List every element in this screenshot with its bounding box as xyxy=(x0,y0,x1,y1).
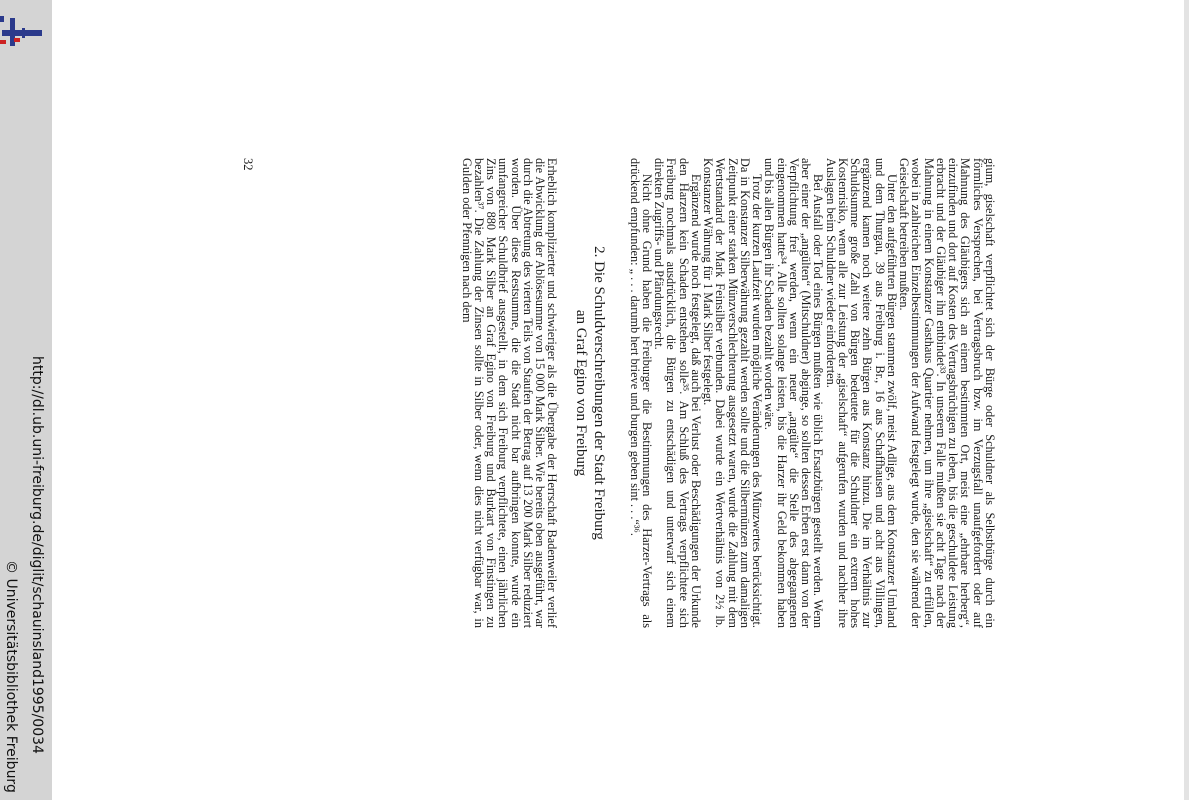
paragraph: Trotz der kurzen Laufzeit wurden mögliche Veränderungen des Münzwertes berücksichtigt. Da in Konstanzer Silberwährung gezahlt werden sollte und die Silbermünzen zum damaligen Zeitpunkt einer starken Münzverschlechterung ausgesetzt waren, wurde die Zahlung mit dem Wertstandard der Mark Feinsilber verbunden. Dabei wurde ein Wertverhältnis von 2½ lb. Konstanzer Währung für 1 Mark Silber festgelegt. xyxy=(701,158,765,628)
paragraph: Unter den aufgeführten Bürgen stammen zwölf, meist Adlige, aus dem Konstanzer Umland und dem Thurgau, 39 aus Freiburg i. Br., 16 aus Schaffhausen und acht aus Villingen, ergänzend kamen noch weitere zehn Bürgen aus Konstanz hinzu. Die im Verhältnis zur Schuldsumme große Zahl von Bürgen bedeutete für die Schuldner ein extrem hohes Kostenrisiko, wenn alle zur Leistung der „giselschaft“ aufgerufen wurden und nachher ihre Auslagen beim Schuldner wieder einforderten. xyxy=(823,158,899,628)
document-url[interactable]: http://dl.ub.uni-freiburg.de/diglit/schauinsland1995/0034 xyxy=(29,356,45,754)
section-heading xyxy=(573,158,609,628)
paragraph: Erheblich komplizierter und schwieriger als die Übergabe der Herrschaft Badenweiler verlief die Abwicklung der Ablösesumme von 15 000 Mark Silber. Wie bereits oben ausgeführt, war durch die Abtretung des vierten Teils von Staufen der Betrag auf 13 200 Mark Silber reduziert worden. Über diese Restsumme, die die Stadt nicht bar aufbringen konnte, wurde ein umfangreicher Schuldbrief ausgestellt, in dem sich Freiburg verpflichtete, einen jährlichen Zins von 880 Mark Silber an Graf Egino von Freiburg und Burkart von Finstingen zu bezahlen³⁷. Die Zahlung der Zinsen sollte in Silber oder, wenn dies nicht verfügbar war, in Gulden oder Pfennigen nach dem xyxy=(459,158,560,628)
copyright-notice: © Universitätsbibliothek Freiburg xyxy=(3,560,19,793)
viewer-side-strip xyxy=(0,0,52,800)
section-heading-line-1: 2. Die Schuldverschreibungen der Stadt Freiburg xyxy=(591,246,608,540)
viewer-right-edge xyxy=(1184,0,1189,800)
paragraph: Ergänzend wurde noch festgelegt, daß auch bei Verlust oder Beschädigungen der Urkunde den Harzern kein Schaden entstehen solle³⁵. Am Schluß des Vertrags verpflichtete sich Freiburg nochmals ausdrücklich, die Bürgen zu entschädigen und unterwarf sich einem direkten Zugriffs- und Pfändungsrecht. xyxy=(652,158,703,628)
paragraph: gium, giselschaft verpflichtet sich der Bürge oder Schuldner als Selbstbürge durch ein förmliches Versprechen, bei Vertragsbruch bzw. im Verzugsfall unaufgefordert oder auf Mahnung des Gläubigers sich an einem bestimmten Ort, meist eine „ehrbare herberg“, einzufinden und dort auf Kosten des Vertragsbrüchigen zu leben, bis die geschuldete Leistung erbracht und der Gläubiger ihn entbindet³³. In unserem Falle mußten sie acht Tage nach der Mahnung in einem Konstanzer Gasthaus Quartier nehmen, um ihre „giselschaft“ zu erfüllen, wobei in zahlreichen Einzelbestimmungen der Aufwand festgelegt wurde, den sie während der Geiselschaft betreiben mußten. xyxy=(897,158,997,628)
page-number: 32 xyxy=(241,158,255,171)
section-heading-line-2: an Graf Egino von Freiburg xyxy=(573,309,590,477)
paragraph: Nicht ohne Grund haben die Freiburger die Bestimmungen des Harzer-Vertrags als drückend empfunden: „ . . . darumb hert brieve und burgen geben sint . . .“³⁶. xyxy=(627,158,654,628)
book-page xyxy=(241,158,997,628)
paragraph: Bei Ausfall oder Tod eines Bürgen mußten wie üblich Ersatzbürgen gestellt werden. Wenn aber einer der „angülten“ (Mitschuldner) abginge, so sollten dessen Erben erst dann von der Verpflichtung frei werden, wenn ein neuer „angülte“ die Stelle des abgegangenen eingenommen hatte³⁴. Alle sollten solange leisten, bis die Harzer ihr Geld bekommen haben und bis allen Bürgen ihr Schaden bezahlt worden wäre. xyxy=(762,158,826,628)
body-text-before xyxy=(629,158,997,628)
university-logo-icon xyxy=(0,14,44,50)
body-text-after xyxy=(461,158,559,628)
